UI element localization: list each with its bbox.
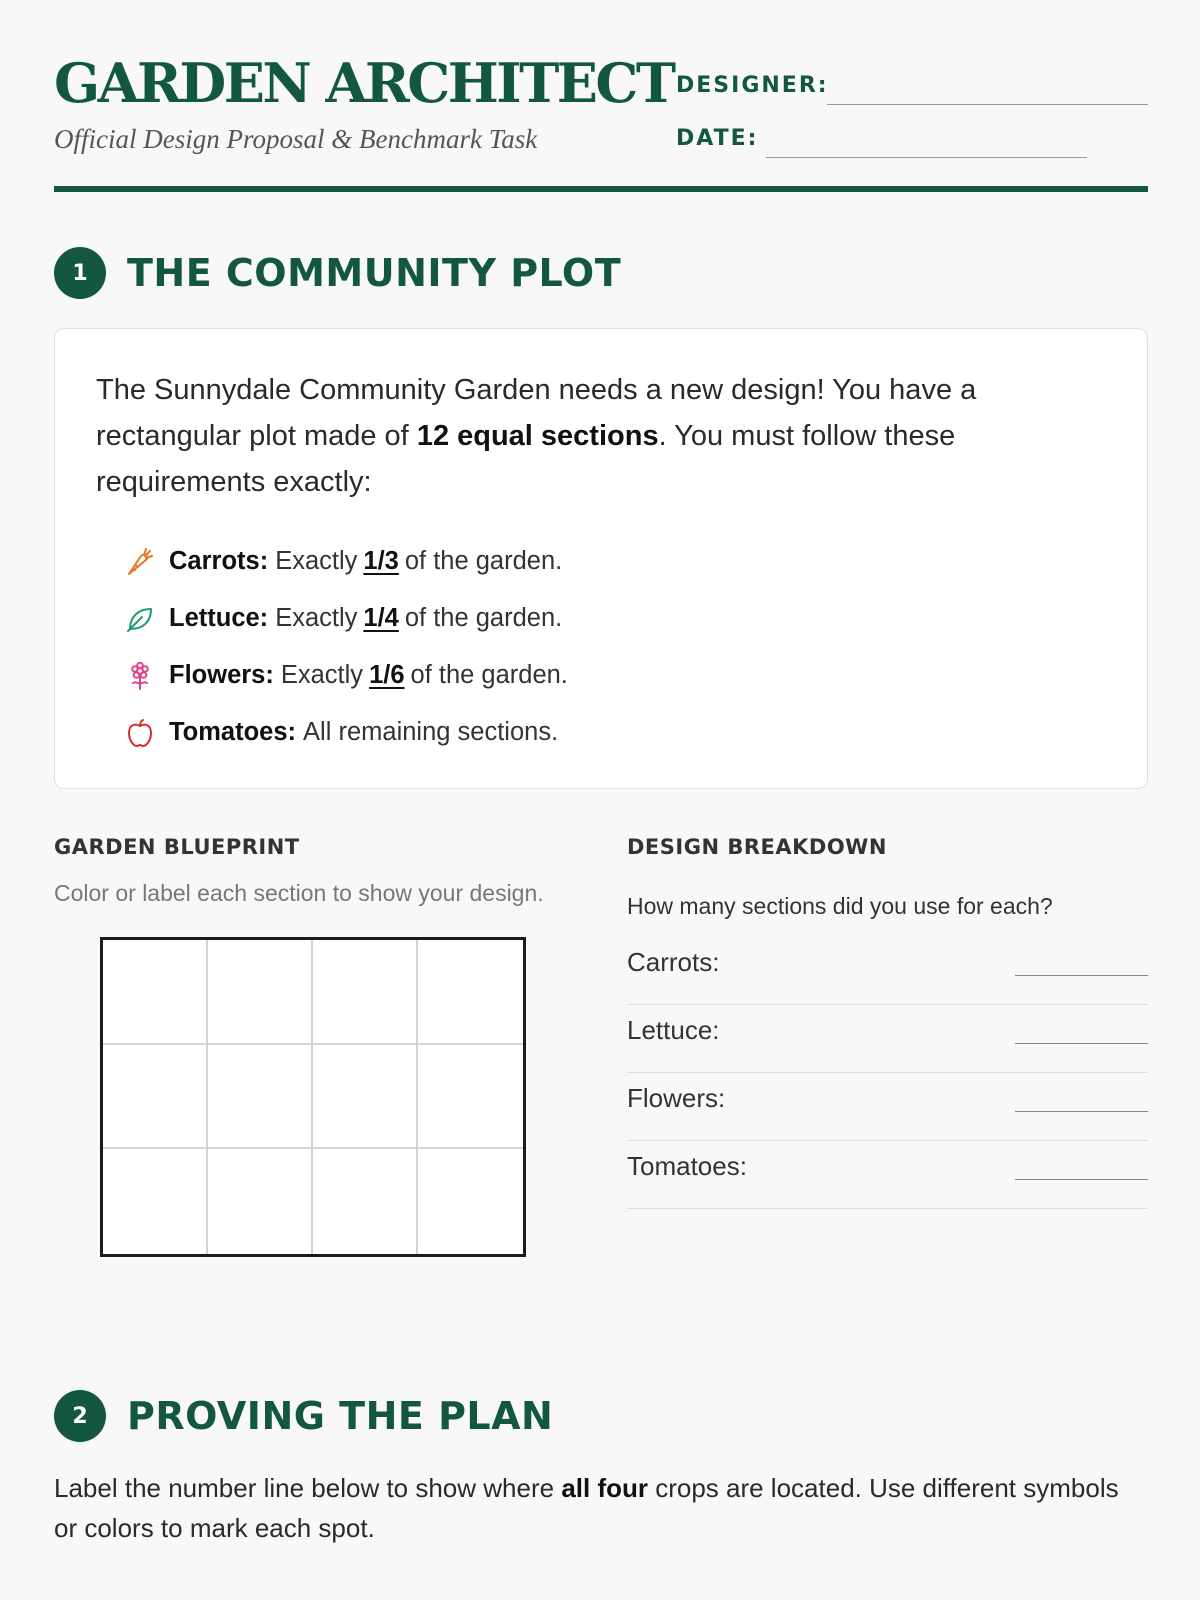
answer-line[interactable]: [1015, 1111, 1148, 1112]
breakdown-row-tomatoes: [627, 1141, 1148, 1209]
grid-cell[interactable]: [103, 940, 208, 1045]
page-subtitle: Official Design Proposal & Benchmark Task: [54, 124, 538, 154]
section-title: PROVING THE PLAN: [127, 1394, 554, 1438]
requirements-list: [124, 533, 1024, 761]
section-title: THE COMMUNITY PLOT: [127, 251, 622, 295]
grid-cell[interactable]: [418, 1045, 523, 1150]
designer-label: DESIGNER:: [676, 73, 829, 98]
breakdown-label: Tomatoes:: [627, 1151, 747, 1181]
breakdown-row-lettuce: [627, 1005, 1148, 1073]
grid-cell[interactable]: [103, 1045, 208, 1150]
requirements-card: [54, 328, 1148, 789]
breakdown-label: Lettuce:: [627, 1015, 720, 1045]
section-2-heading: [54, 1389, 553, 1443]
requirement-tomatoes: Tomatoes: All remaining sections.: [124, 704, 1024, 761]
requirement-carrots: Carrots: Exactly 1/3 of the garden.: [124, 533, 1024, 590]
section-1-heading: [54, 246, 621, 300]
breakdown-title: DESIGN BREAKDOWN: [627, 835, 887, 859]
date-field[interactable]: [766, 157, 1087, 158]
header: [54, 51, 1148, 196]
section-2-instructions: Label the number line below to show where all four crops are located. Use different symbols or colors to mark each spot.: [54, 1473, 1119, 1543]
requirement-lettuce: Lettuce: Exactly 1/4 of the garden.: [124, 590, 1024, 647]
section-number-badge: 2: [54, 1390, 106, 1442]
breakdown-prompt: How many sections did you use for each?: [627, 893, 1053, 919]
requirement-flowers: Flowers: Exactly 1/6 of the garden.: [124, 647, 1024, 704]
blueprint-note: Color or label each section to show your design.: [54, 880, 544, 906]
grid-cell[interactable]: [208, 1149, 313, 1254]
grid-cell[interactable]: [313, 1149, 418, 1254]
breakdown-label: Carrots:: [627, 947, 720, 977]
page-title: GARDEN ARCHITECT: [54, 51, 674, 115]
date-label: DATE:: [676, 126, 759, 151]
answer-line[interactable]: [1015, 1043, 1148, 1044]
leaf-icon: [124, 603, 156, 635]
answer-line[interactable]: [1015, 975, 1148, 976]
grid-cell[interactable]: [418, 1149, 523, 1254]
grid-cell[interactable]: [208, 1045, 313, 1150]
grid-cell[interactable]: [313, 940, 418, 1045]
grid-cell[interactable]: [418, 940, 523, 1045]
worksheet-page: [54, 0, 1148, 1600]
grid-cell[interactable]: [313, 1045, 418, 1150]
section-number-badge: 1: [54, 247, 106, 299]
flower-icon: [124, 660, 156, 692]
answer-line[interactable]: [1015, 1179, 1148, 1180]
garden-grid: [100, 937, 526, 1257]
grid-cell[interactable]: [103, 1149, 208, 1254]
breakdown-label: Flowers:: [627, 1083, 726, 1113]
breakdown-row-carrots: [627, 937, 1148, 1005]
apple-icon: [124, 717, 156, 749]
designer-field[interactable]: [827, 104, 1148, 105]
grid-cell[interactable]: [208, 940, 313, 1045]
breakdown-row-flowers: [627, 1073, 1148, 1141]
header-divider: [54, 186, 1148, 192]
carrot-icon: [124, 546, 156, 578]
intro-text: The Sunnydale Community Garden needs a new design! You have a rectangular plot made of 12 equal sections. You must follow these requirements exactly:: [96, 374, 977, 498]
blueprint-title: GARDEN BLUEPRINT: [54, 835, 300, 859]
